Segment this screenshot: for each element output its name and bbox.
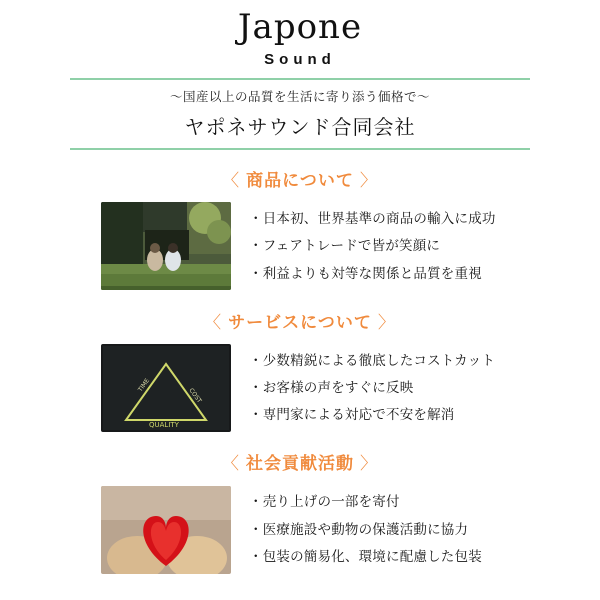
bullet-item: ・フェアトレードで皆が笑顔に — [249, 238, 441, 254]
bullet-list-services — [249, 343, 499, 434]
photo-heart-svg — [101, 486, 231, 574]
bullet-item: ・利益よりも対等な関係と品質を重視 — [249, 265, 482, 281]
bullet-item: ・包装の簡易化、環境に配慮した包装 — [249, 548, 482, 564]
bullet-item: ・少数精鋭による徹底したコストカット — [249, 352, 496, 368]
photo-couple-outdoors-svg — [101, 202, 231, 290]
section-title-text: サービスについて — [228, 312, 372, 332]
svg-text:TIME: TIME — [136, 377, 152, 394]
bracket-left-icon: 〈 — [222, 454, 240, 474]
section-social — [0, 484, 600, 575]
bracket-right-icon: 〉 — [360, 454, 378, 474]
footer-spacer — [0, 581, 600, 600]
photo-blackboard-svg — [101, 344, 231, 432]
bracket-left-icon: 〈 — [222, 171, 241, 191]
bullet-list-products — [249, 201, 499, 292]
tagline: 〜国産以上の品質を生活に寄り添う価格で〜 — [169, 90, 430, 105]
photo-blackboard-triangle-quality — [101, 344, 231, 432]
section-title-products — [0, 166, 600, 191]
section-title-social — [0, 449, 600, 474]
bracket-right-icon: 〉 — [359, 171, 378, 191]
bullet-item: ・日本初、世界基準の商品の輸入に成功 — [249, 211, 496, 227]
bullet-list-social — [249, 484, 499, 575]
section-title-text: 社会貢献活動 — [246, 454, 354, 474]
bracket-left-icon: 〈 — [204, 312, 223, 332]
svg-text:QUALITY: QUALITY — [149, 421, 179, 430]
bullet-item: ・売り上げの一部を寄付 — [249, 494, 400, 510]
section-title-services — [0, 308, 600, 333]
photo-hands-holding-red-heart — [101, 486, 231, 574]
brand-header — [0, 0, 600, 68]
company-name: ヤポネサウンド合同会社 — [184, 117, 416, 140]
divider-bottom — [70, 148, 530, 150]
photo-couple-outdoors — [101, 202, 231, 290]
brand-subtitle: Sound — [264, 51, 336, 69]
bullet-item: ・医療施設や動物の保護活動に協力 — [249, 521, 469, 537]
svg-text:COST: COST — [187, 387, 203, 405]
divider-top — [70, 78, 530, 80]
section-title-text: 商品について — [246, 171, 354, 191]
bracket-right-icon: 〉 — [377, 312, 396, 332]
bullet-item: ・専門家による対応で不安を解消 — [249, 407, 455, 423]
brand-name: Japone — [237, 7, 363, 47]
bullet-item: ・お客様の声をすぐに反映 — [249, 379, 414, 395]
section-products — [0, 201, 600, 292]
section-services — [0, 343, 600, 434]
